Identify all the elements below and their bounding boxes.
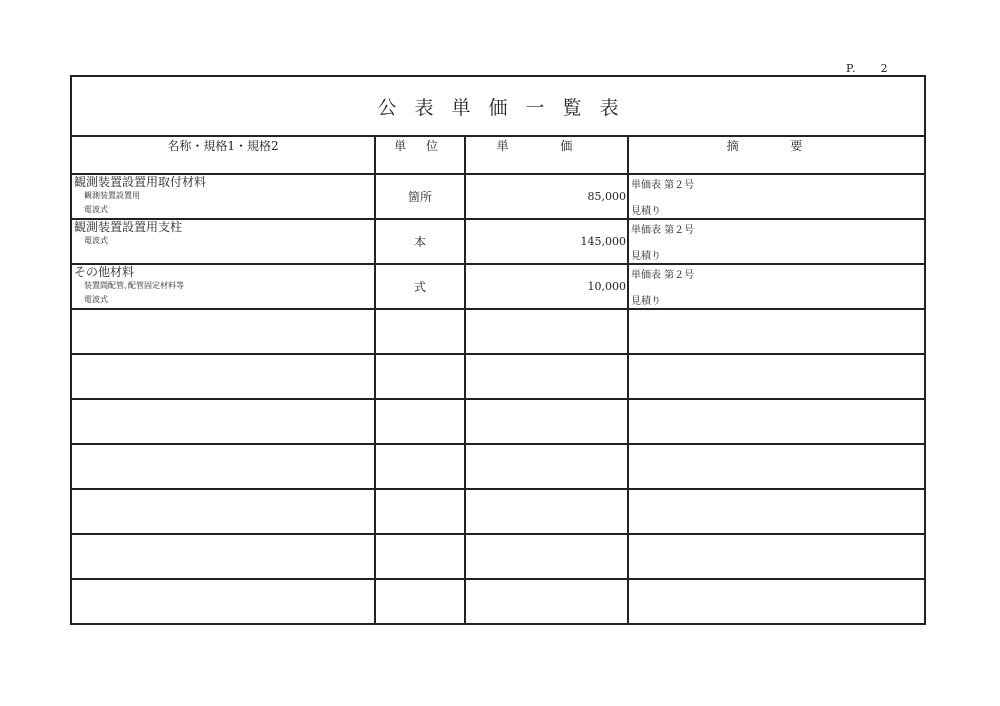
empty-row	[71, 354, 925, 399]
table-row	[71, 174, 925, 219]
table-row	[71, 264, 925, 309]
name-cell	[71, 264, 375, 309]
note-cell	[628, 174, 925, 219]
price-list-table	[70, 75, 926, 625]
empty-cell	[71, 534, 375, 579]
empty-row	[71, 309, 925, 354]
note-reference: 単価表 第２号	[631, 270, 695, 281]
empty-cell	[465, 444, 628, 489]
name-cell	[71, 174, 375, 219]
unit-cell: 本	[375, 219, 465, 264]
empty-cell	[375, 399, 465, 444]
header-price: 単 価	[465, 136, 628, 174]
empty-cell	[628, 489, 925, 534]
empty-cell	[71, 444, 375, 489]
empty-cell	[71, 354, 375, 399]
header-name: 名称・規格1・規格2	[71, 136, 375, 174]
empty-cell	[375, 579, 465, 624]
empty-cell	[628, 354, 925, 399]
empty-cell	[628, 534, 925, 579]
empty-cell	[71, 489, 375, 534]
empty-cell	[465, 579, 628, 624]
document-title: 公表単価一覧表	[377, 96, 637, 119]
note-basis: 見積り	[631, 251, 661, 262]
empty-cell	[71, 579, 375, 624]
empty-cell	[465, 534, 628, 579]
price-cell: 85,000	[465, 174, 628, 219]
item-spec2: 電波式	[84, 205, 108, 214]
empty-cell	[375, 489, 465, 534]
note-basis: 見積り	[631, 296, 661, 307]
note-cell	[628, 264, 925, 309]
price-cell: 10,000	[465, 264, 628, 309]
note-basis: 見積り	[631, 206, 661, 217]
table-row	[71, 219, 925, 264]
page-number-value: 2	[880, 62, 889, 75]
empty-cell	[375, 534, 465, 579]
header-row	[71, 136, 925, 174]
empty-cell	[628, 309, 925, 354]
item-name: 観測装置設置用取付材料	[74, 175, 207, 189]
empty-row	[71, 444, 925, 489]
name-cell	[71, 219, 375, 264]
empty-cell	[465, 354, 628, 399]
empty-row	[71, 399, 925, 444]
empty-cell	[465, 309, 628, 354]
unit-cell: 箇所	[375, 174, 465, 219]
empty-cell	[628, 399, 925, 444]
empty-row	[71, 534, 925, 579]
empty-cell	[71, 309, 375, 354]
empty-cell	[375, 354, 465, 399]
header-unit: 単 位	[375, 136, 465, 174]
note-cell	[628, 219, 925, 264]
item-name: 観測装置設置用支柱	[74, 220, 183, 234]
empty-cell	[71, 399, 375, 444]
empty-cell	[628, 579, 925, 624]
empty-row	[71, 579, 925, 624]
note-reference: 単価表 第２号	[631, 180, 695, 191]
note-reference: 単価表 第２号	[631, 225, 695, 236]
item-name: その他材料	[74, 265, 135, 279]
empty-cell	[375, 444, 465, 489]
header-note: 摘 要	[628, 136, 925, 174]
page-number	[846, 62, 889, 75]
item-spec1: 装置間配管､配管固定材料等	[84, 281, 184, 290]
empty-cell	[465, 399, 628, 444]
empty-cell	[465, 489, 628, 534]
page-number-prefix: P.	[846, 62, 857, 75]
empty-row	[71, 489, 925, 534]
title-cell	[71, 76, 925, 136]
item-spec1: 観測装置設置用	[84, 191, 140, 200]
item-spec1: 電波式	[84, 236, 108, 245]
empty-cell	[375, 309, 465, 354]
price-cell: 145,000	[465, 219, 628, 264]
empty-cell	[628, 444, 925, 489]
item-spec2: 電波式	[84, 295, 108, 304]
unit-cell: 式	[375, 264, 465, 309]
